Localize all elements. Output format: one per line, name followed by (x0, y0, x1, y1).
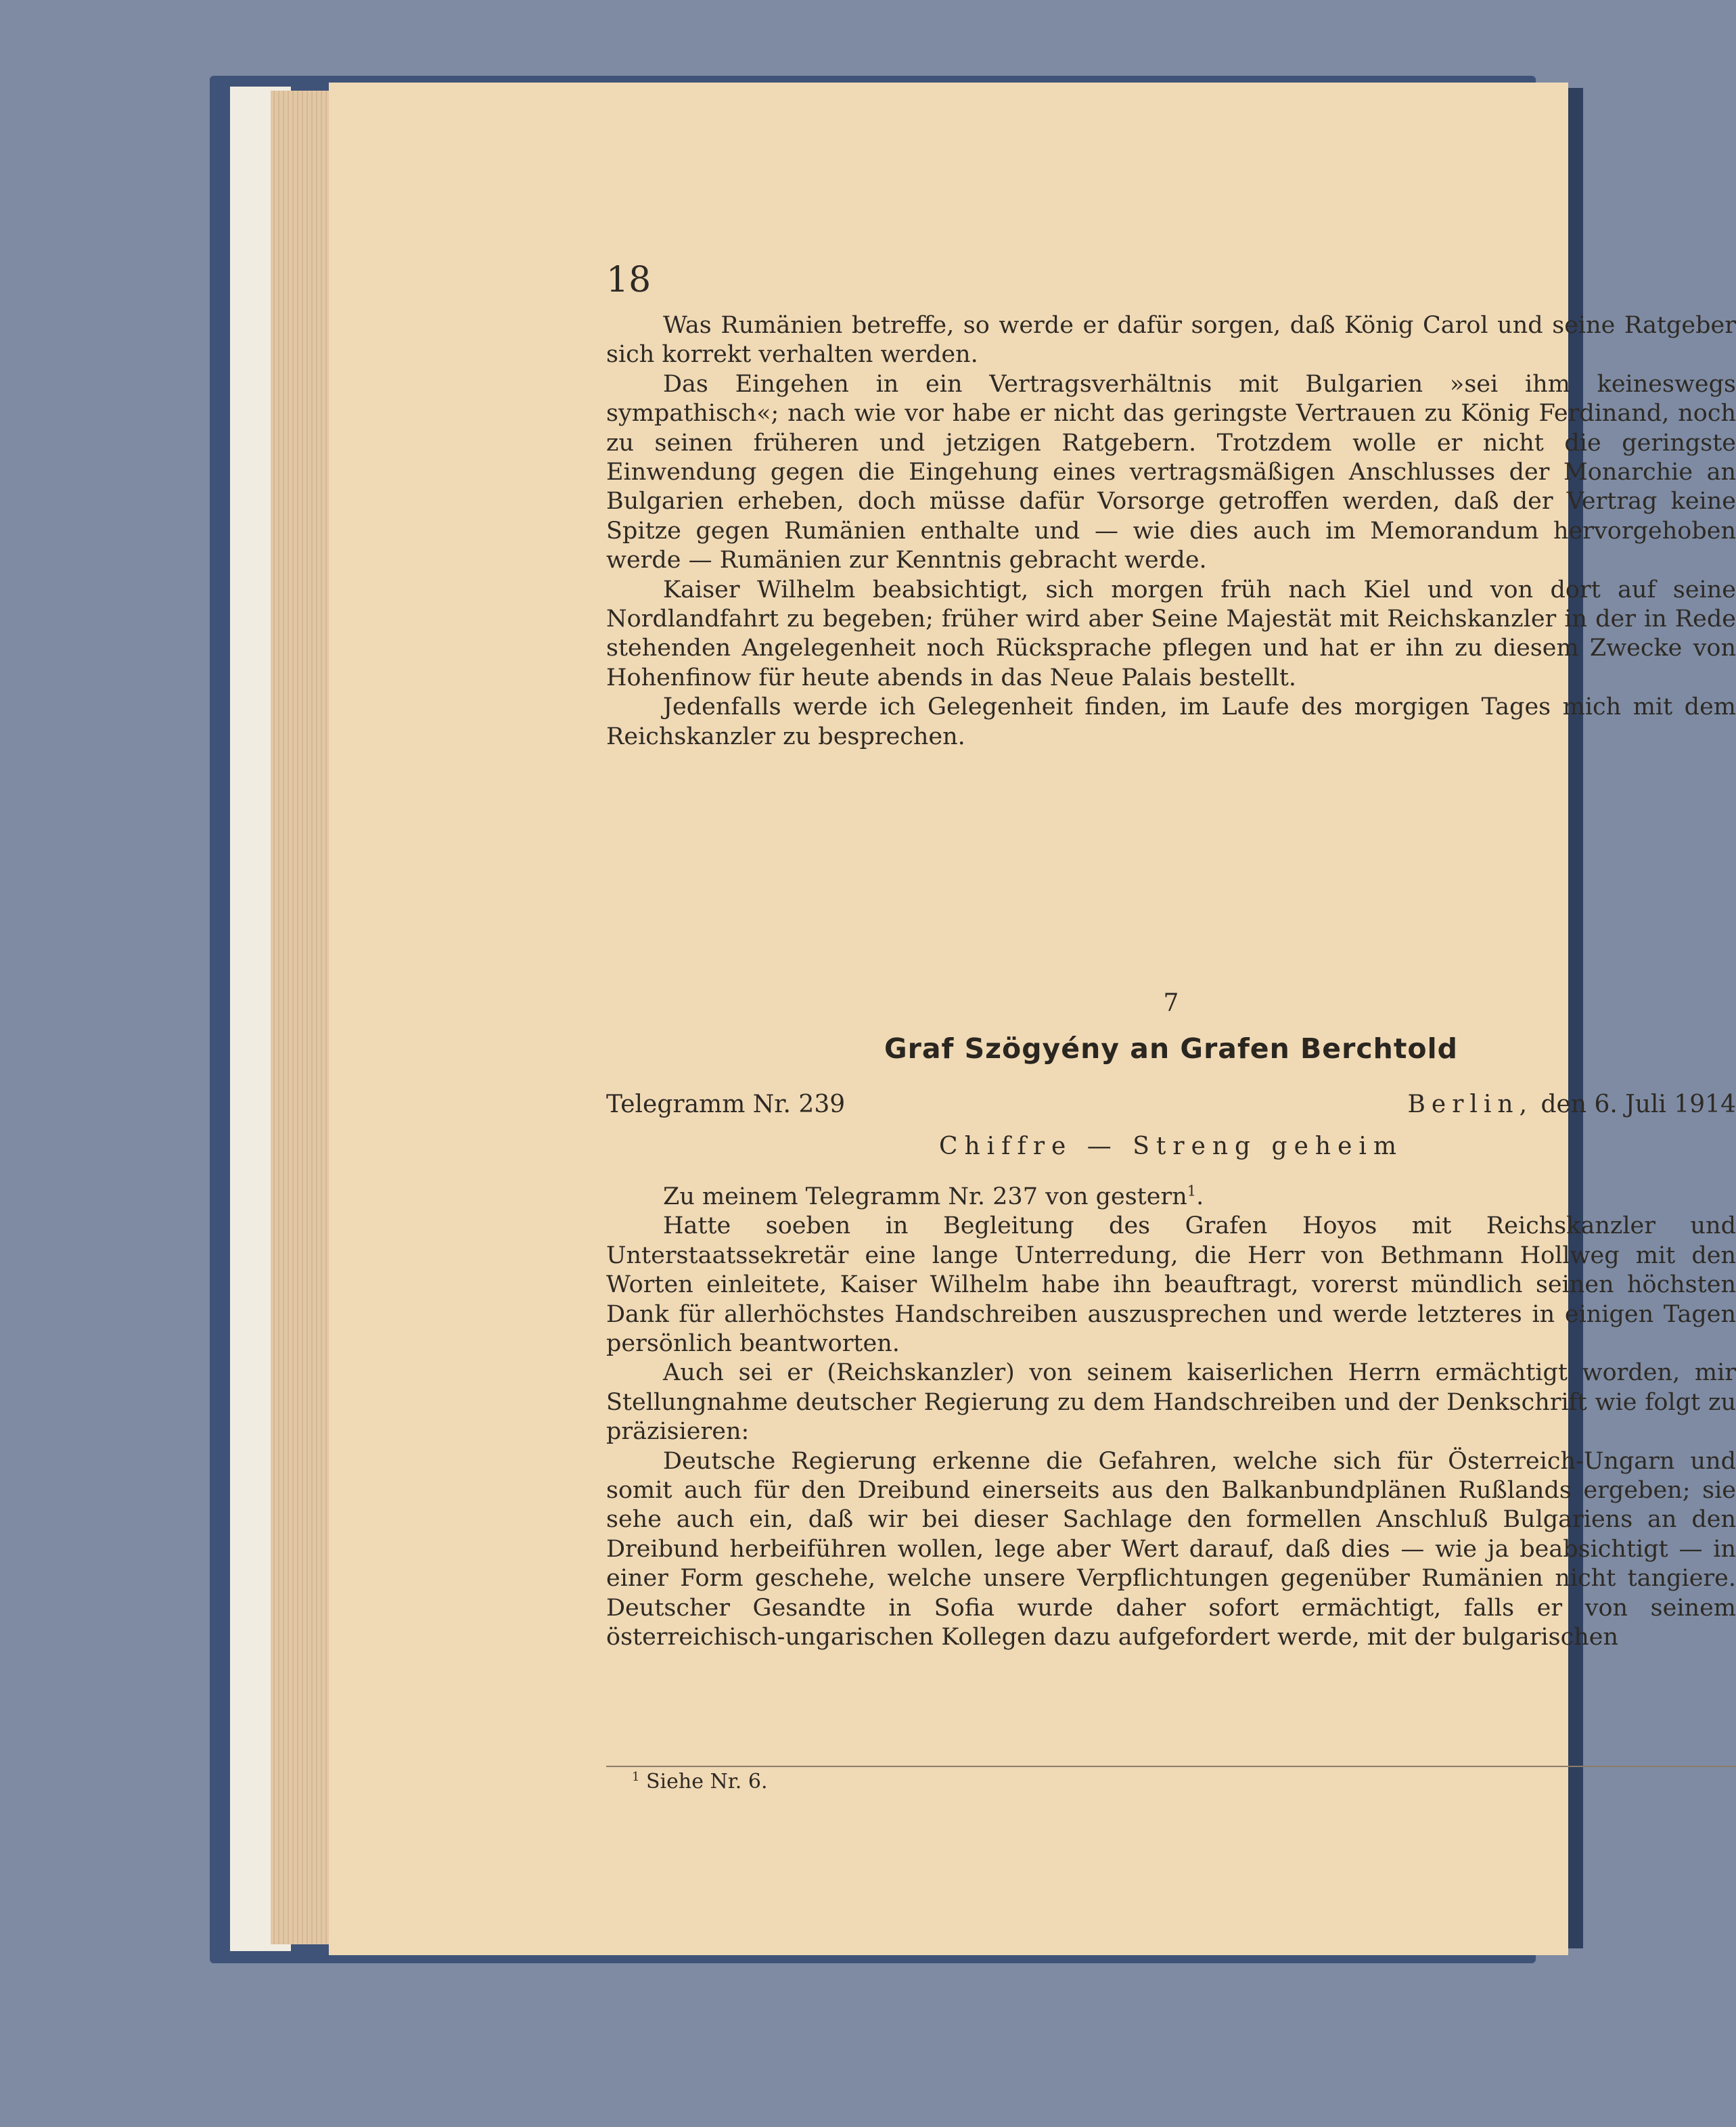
footnote (632, 1770, 768, 1793)
page-edges (271, 91, 329, 1944)
opening-text: Zu meinem Telegramm Nr. 237 von gestern (663, 1183, 1187, 1210)
paragraph: Das Eingehen in ein Vertragsverhältnis mit Bulgarien »sei ihm keineswegs sympathisch«; nach wie vor habe er nicht das geringste Vertrauen zu König Ferdinand, noch zu seinen früheren und jetzigen Ratgebern. Trotzdem wolle er nicht die geringste Einwendung gegen die Eingehung eines vertragsmäßigen Anschlusses der Monarchie an Bulgarien erheben, doch müsse dafür Vorsorge getroffen werden, daß der Vertrag keine Spitze gegen Rumänien enthalte und — wie dies auch im Memorandum hervorgehoben werde — Rumänien zur Kenntnis gebracht werde. (606, 370, 1736, 574)
footnote-mark: 1 (632, 1770, 640, 1784)
telegram-header (606, 1091, 1736, 1118)
paragraph: Kaiser Wilhelm beabsichtigt, sich morgen früh nach Kiel und von dort auf seine Nordlandfahrt zu begeben; früher wird aber Seine Majestät mit Reichskanzler in der in Rede stehenden Angelegenheit noch Rücksprache pflegen und hat er ihn zu diesem Zwecke von Hohenfinow für heute abends in das Neue Palais bestellt. (606, 576, 1736, 691)
page-number: 18 (606, 260, 652, 300)
place-date (1407, 1091, 1736, 1118)
document-title: Graf Szögyény an Grafen Berchtold (884, 1032, 1458, 1065)
telegram-number: Telegramm Nr. 239 (606, 1091, 846, 1118)
paragraph: Auch sei er (Reichskanzler) von seinem kaiserlichen Herrn ermächtigt worden, mir Stellungnahme deutscher Regierung zu dem Handschreiben und der Denkschrift wie folgt zu präzisieren: (606, 1359, 1736, 1446)
classification: Chiffre — Streng geheim (938, 1133, 1404, 1160)
paragraph: Jedenfalls werde ich Gelegenheit finden, im Laufe des morgigen Tages mich mit dem Reichskanzler zu besprechen. (606, 693, 1736, 750)
opening-end: . (1196, 1183, 1204, 1210)
telegram-body (606, 1183, 1736, 1653)
place: Berlin, (1407, 1091, 1534, 1118)
footnote-text: Siehe Nr. 6. (646, 1770, 768, 1793)
footnote-divider (606, 1766, 1736, 1767)
document-number: 7 (1163, 989, 1179, 1017)
date: den 6. Juli 1914 (1540, 1091, 1736, 1118)
book-page (329, 83, 1736, 1955)
continuation-text (606, 311, 1736, 752)
paragraph: Deutsche Regierung erkenne die Gefahren, welche sich für Österreich-Ungarn und somit auch für den Dreibund einerseits aus den Balkanbundplänen Rußlands ergeben; sie sehe auch ein, daß wir bei dieser Sachlage den formellen Anschluß Bulgariens an den Dreibund herbeiführen wollen, lege aber Wert darauf, daß dies — wie ja beabsichtigt — in einer Form geschehe, welche unsere Verpflichtungen gegenüber Rumänien nicht tangiere. Deutscher Gesandte in Sofia wurde daher sofort ermächtigt, falls er von seinem österreichisch-ungarischen Kollegen dazu aufgefordert werde, mit der bulgarischen (606, 1447, 1736, 1651)
footnote-reference: 1 (1187, 1183, 1197, 1199)
paragraph: Hatte soeben in Begleitung des Grafen Hoyos mit Reichskanzler und Unterstaatssekretär eine lange Unterredung, die Herr von Bethmann Hollweg mit den Worten einleitete, Kaiser Wilhelm habe ihn beauftragt, vorerst mündlich seinen höchsten Dank für allerhöchstes Handschreiben auszusprechen und werde letzteres in einigen Tagen persönlich beantworten. (606, 1212, 1736, 1358)
paragraph: Was Rumänien betreffe, so werde er dafür sorgen, daß König Carol und seine Ratgeber sich korrekt verhalten werden. (606, 312, 1736, 369)
opening-line (606, 1183, 1736, 1212)
